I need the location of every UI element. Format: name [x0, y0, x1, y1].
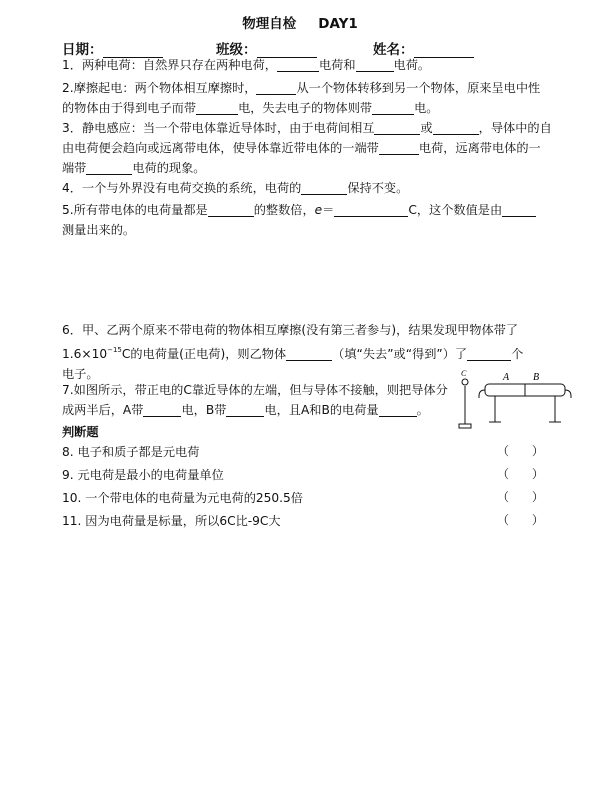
answer-parentheses[interactable]: （ ） — [497, 490, 544, 504]
answer-blank[interactable] — [208, 202, 254, 217]
answer-blank[interactable] — [379, 140, 419, 155]
conductor-right-end — [565, 390, 571, 398]
answer-blank[interactable] — [467, 346, 511, 361]
answer-blank[interactable] — [226, 402, 264, 417]
answer-blank[interactable] — [86, 160, 132, 175]
judge-item-11: 11. 因为电荷量是标量，所以6C比-9C大 — [62, 514, 281, 528]
date-label: 日期： — [62, 42, 103, 58]
answer-blank[interactable] — [433, 120, 479, 135]
conductor-left-end — [479, 390, 485, 398]
answer-blank[interactable] — [143, 402, 181, 417]
answer-blank[interactable] — [286, 346, 332, 361]
answer-blank[interactable] — [334, 202, 408, 217]
question-5: 5.所有带电体的电荷量都是 的整数倍，e＝ C，这个数值是由 测量出来的。 — [62, 200, 552, 240]
title-day: DAY1 — [318, 16, 358, 32]
name-label: 姓名： — [373, 42, 414, 58]
answer-blank[interactable] — [301, 180, 347, 195]
label-a: A — [503, 372, 510, 383]
conductor-diagram — [455, 370, 575, 430]
question-2: 2.摩擦起电：两个物体相互摩擦时， 从一个物体转移到另一个物体，原来呈电中性 的物体由于得到电子而带 电，失去电子的物体则带 电。 — [62, 81, 541, 115]
question-4: 4．一个与外界没有电荷交换的系统，电荷的 保持不变。 — [62, 181, 409, 195]
title-text: 物理自检 — [242, 16, 297, 32]
answer-blank[interactable] — [256, 80, 296, 95]
page-title — [0, 12, 600, 32]
label-b: B — [533, 372, 540, 383]
question-6: 6．甲、乙两个原来不带电荷的物体相互摩擦(没有第三者参与)，结果发现甲物体带了 $1.6\times 10^{-15}C$的电荷量(正电荷)，则乙物体 （填“失去”或“得到”）了 个 电子。 — [62, 323, 524, 381]
question-1: 1．两种电荷：自然界只存在两种电荷， 电荷和 电荷。 — [62, 58, 431, 72]
answer-blank[interactable] — [196, 100, 238, 115]
answer-blank[interactable] — [356, 57, 394, 72]
question-7: 7.如图所示，带正电的C靠近导体的左端，但与导体不接触，则把导体分 成两半后，A带 电，B带 电，且A和B的电荷量 。 — [62, 383, 448, 417]
judge-section-title: 判断题 — [62, 425, 99, 439]
judge-item-10: 10. 一个带电体的电荷量为元电荷的250.5倍 — [62, 491, 303, 505]
answer-blank[interactable] — [502, 202, 536, 217]
answer-parentheses[interactable]: （ ） — [497, 444, 544, 458]
answer-parentheses[interactable]: （ ） — [497, 467, 544, 481]
label-c: C — [461, 370, 467, 378]
answer-blank[interactable] — [379, 402, 417, 417]
class-label: 班级： — [216, 42, 257, 58]
charged-sphere — [462, 379, 468, 385]
answer-blank[interactable] — [277, 57, 319, 72]
question-3: 3．静电感应：当一个带电体靠近导体时，由于电荷间相互 或 ，导体中的自 由电荷便会趋向或远离带电体，使导体靠近带电体的一端带 电荷，远离带电体的一 端带 电荷的现象。 — [62, 121, 552, 175]
exponent: −15 — [107, 346, 122, 354]
answer-blank[interactable] — [372, 100, 414, 115]
judge-item-9: 9. 元电荷是最小的电荷量单位 — [62, 468, 224, 482]
judge-item-8: 8. 电子和质子都是元电荷 — [62, 445, 200, 459]
symbol-e: e — [314, 203, 323, 217]
answer-blank[interactable] — [374, 120, 420, 135]
answer-parentheses[interactable]: （ ） — [497, 513, 544, 527]
